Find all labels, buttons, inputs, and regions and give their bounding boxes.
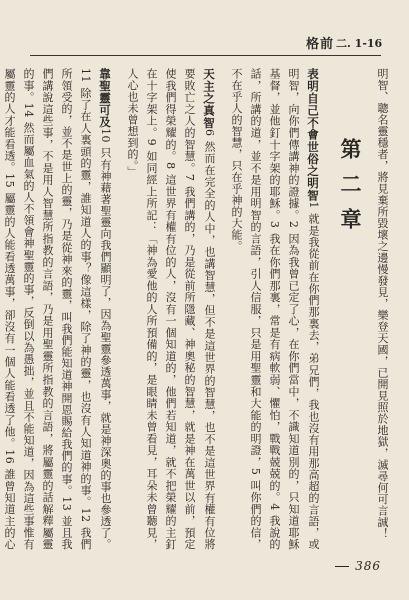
running-header-book: 格前 — [306, 37, 335, 52]
section-2 — [123, 68, 219, 550]
section-1 — [227, 68, 323, 550]
section-heading: 天主之真智 — [202, 68, 216, 129]
header-rule — [30, 55, 381, 56]
section-body: 1 就是我從前在你們那裏去，弟兄們，我也沒有用那高超的言語，或明智，向你們傳講神的證據。2 因為我曾已定了心，在你們當中，不識知道別的，只知道耶穌基督，並他釘十字架的耶穌。3 我在你們那裏，常是有病軟弱、懼怕，戰戰兢兢的。4 我說的話，所講的道，並不是用明智的言語，引人信服，只是用聖靈和大能的明證，5 叫你們的信，不在乎人的智慧，只在乎神的大能。 — [230, 68, 320, 550]
vertical-text-block — [3, 68, 392, 550]
section-3 — [0, 68, 115, 550]
continued-paragraph: 明智、聰名靈穩者，將見棄所毀壞之邊慢發見，樂登天國，已開見照於地獄，滅尋何可言誠！ — [376, 68, 389, 540]
running-header-reference: 二. 1-16 — [336, 37, 383, 50]
page-number-value: 386 — [355, 559, 381, 573]
section-heading: 靠聖靈可及 — [98, 68, 112, 129]
section-heading: 表明自己不會世俗之明智 — [306, 68, 320, 202]
section-body: 10 只有神藉著聖靈向我們顯明了，因為聖靈參透萬事，就是神深奧的事也參透了。11 除了在人裏頭的靈，誰知道人的事？像這樣，除了神的靈，也沒有人知道神的事。12 我們所領受的，並不是世上的靈，乃是從神來的靈，叫我們能知道神開恩賜給我們的事。13 並且我們講說這些事，不是用人智慧所指教的言語，乃是用聖靈所指教的言語，將屬靈的話解釋屬靈的事。14 然而屬血氣的人不領會神聖靈的事，反倒以為愚拙，並且不能知道，因為這些事惟有屬靈的人才能看透。15 屬靈的人能看透萬事，卻沒有一個人能看透了他。16 誰曾知道主的心 — [3, 68, 112, 550]
folio-dash — [335, 566, 349, 567]
chapter-title: 第二章 — [338, 138, 363, 243]
section-body: 6 然而在完全的人中，也講智慧，但不是這世界的智慧，也不是這世界有權有位將要敗亡之人的智慧。7 我們講的，乃是從前所隱藏、神奧秘的智慧，就是神在萬世以前，預定使我們得榮耀的。8 這世界有權有位的人，沒有一個知道的，他們若知道，就不把榮耀的主釘在十字架上。9 如同經上所記：「神為愛他的人所預備的，是眼睛未曾看見，耳朵未曾聽見，人心也未曾想到的。」 — [126, 68, 216, 550]
page-number — [335, 559, 381, 573]
